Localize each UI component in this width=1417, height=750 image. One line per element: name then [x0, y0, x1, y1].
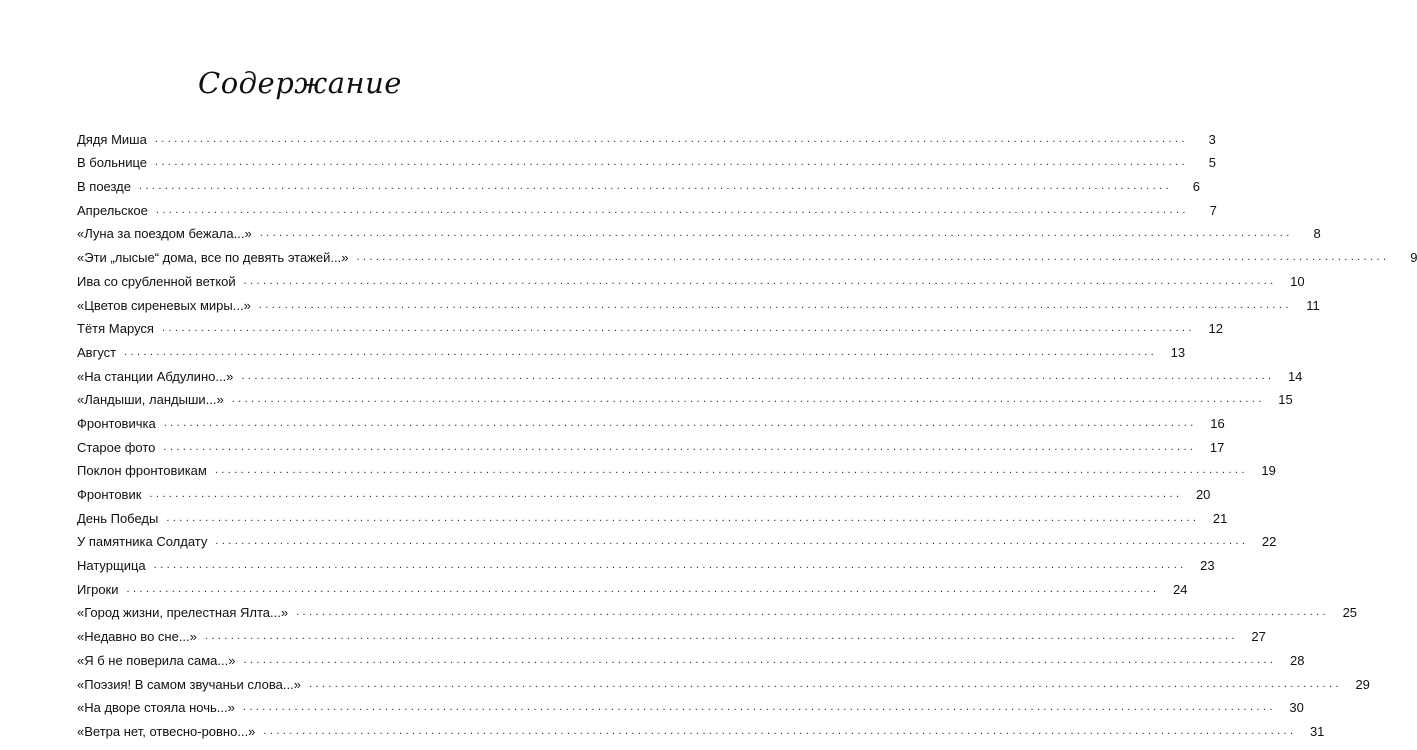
toc-entry: [77, 123, 1216, 147]
toc-entry: [77, 384, 1293, 408]
dot-leader: ................................................................................................................................................................: [153, 559, 1187, 572]
toc-entry: [77, 620, 1266, 645]
dot-leader: ................................................................................................................................................................: [231, 393, 1265, 406]
toc-entry: [77, 455, 1276, 479]
toc-entry: [77, 289, 1320, 313]
toc-entry: [77, 715, 1325, 739]
toc-entry: [77, 313, 1223, 337]
toc-entry-title: Дядя Миша: [77, 132, 155, 147]
dot-leader: ................................................................................................................................................................: [356, 251, 1390, 264]
dot-leader: ................................................................................................................................................................: [263, 724, 1297, 737]
dot-leader: ................................................................................................................................................................: [215, 535, 1249, 548]
toc-entry: [77, 502, 1228, 526]
toc-entry: [77, 407, 1225, 431]
toc-entry-title: Август: [77, 345, 124, 360]
toc-entry-title: День Победы: [77, 511, 166, 526]
toc-entry-page-number: 3: [1208, 131, 1216, 147]
toc-entry-page-number: 5: [1208, 155, 1216, 171]
toc-entry-title: Тётя Маруся: [77, 321, 162, 336]
toc-entry-title: Апрельское: [77, 203, 156, 218]
toc-entry-title: «Недавно во сне...»: [77, 629, 205, 644]
toc-entry-page-number: 17: [1209, 439, 1225, 455]
toc-entry-page-number: 7: [1209, 202, 1217, 218]
toc-entry: [77, 431, 1225, 455]
toc-entry-title: Ива со срубленной веткой: [77, 274, 244, 289]
toc-entry-title: «Луна за поездом бежала...»: [77, 226, 260, 241]
dot-leader: ................................................................................................................................................................: [241, 369, 1275, 382]
toc-entry: [77, 597, 1358, 621]
toc-entry-page-number: 28: [1289, 652, 1305, 668]
toc-entry-title: «Ландыши, ландыши...»: [77, 392, 232, 407]
toc-entry-title: У памятника Солдату: [77, 534, 215, 549]
toc-entry-page-number: 12: [1208, 321, 1223, 337]
dot-leader: ................................................................................................................................................................: [296, 606, 1330, 619]
toc-entry: [77, 478, 1211, 502]
toc-entry-title: Старое фото: [77, 440, 163, 455]
toc-entry-page-number: 13: [1170, 344, 1186, 360]
toc-entry-title: «Ветра нет, отвесно-ровно...»: [77, 724, 263, 739]
toc-entry: [77, 218, 1321, 242]
toc-entry-page-number: 25: [1342, 605, 1358, 621]
dot-leader: ................................................................................................................................................................: [149, 488, 1183, 500]
toc-entry-page-number: 22: [1261, 534, 1277, 550]
toc-entry-page-number: 6: [1192, 179, 1200, 195]
dot-leader: ................................................................................................................................................................: [308, 677, 1342, 690]
dot-leader: ................................................................................................................................................................: [242, 701, 1276, 714]
toc-entry: [77, 147, 1216, 171]
toc-entry: [77, 360, 1303, 384]
toc-entry-page-number: 30: [1289, 700, 1304, 716]
toc-entry: [77, 668, 1370, 692]
toc-entry-title: «Поэзия! В самом звучаньи слова...»: [77, 677, 309, 692]
toc-entry-title: В больнице: [77, 155, 155, 170]
dot-leader: ................................................................................................................................................................: [126, 582, 1160, 595]
dot-leader: ................................................................................................................................................................: [243, 653, 1277, 666]
dot-leader: ................................................................................................................................................................: [155, 156, 1188, 169]
toc-entry-page-number: 8: [1313, 226, 1321, 242]
toc-entry-page-number: 19: [1261, 463, 1276, 479]
toc-entry: [77, 265, 1305, 289]
toc-entry-title: «Цветов сиреневых миры...»: [77, 298, 259, 313]
dot-leader: ................................................................................................................................................................: [163, 440, 1197, 453]
toc-entry: [77, 336, 1186, 360]
toc-entry-title: «Я б не поверила сама...»: [77, 653, 243, 668]
toc-entry-page-number: 31: [1309, 723, 1325, 739]
toc-entry-page-number: 21: [1212, 510, 1228, 526]
toc-entry-title: Фронтовик: [77, 487, 149, 502]
toc-entry: [77, 170, 1200, 195]
toc-entry-title: «Город жизни, прелестная Ялта...»: [77, 605, 296, 620]
dot-leader: ................................................................................................................................................................: [124, 345, 1158, 358]
toc-entry-page-number: 24: [1173, 581, 1188, 597]
toc-entry-page-number: 16: [1210, 415, 1225, 431]
toc-entry-title: Натурщица: [77, 558, 154, 573]
dot-leader: ................................................................................................................................................................: [259, 227, 1293, 240]
toc-entry-title: «На станции Абдулино...»: [77, 369, 241, 384]
toc-entry-page-number: 20: [1195, 487, 1211, 502]
toc-entry: [77, 549, 1215, 574]
toc-entry-title: Игроки: [77, 582, 127, 597]
dot-leader: ................................................................................................................................................................: [214, 464, 1248, 477]
toc-entry: [77, 194, 1217, 218]
page-title: Содержание: [198, 66, 402, 100]
dot-leader: ................................................................................................................................................................: [166, 511, 1200, 524]
dot-leader: ................................................................................................................................................................: [204, 630, 1238, 643]
toc-entry-page-number: 9: [1410, 250, 1417, 266]
dot-leader: ................................................................................................................................................................: [155, 203, 1189, 216]
dot-leader: ................................................................................................................................................................: [154, 132, 1188, 145]
toc-entry-page-number: 11: [1306, 297, 1320, 313]
toc-entry-page-number: 23: [1200, 558, 1215, 574]
toc-entry-title: Поклон фронтовикам: [77, 463, 215, 478]
toc-entry-page-number: 27: [1251, 629, 1266, 645]
toc-entry-title: «На дворе стояла ночь...»: [77, 700, 243, 715]
dot-leader: ................................................................................................................................................................: [243, 274, 1277, 287]
dot-leader: ................................................................................................................................................................: [258, 298, 1292, 311]
toc-entry-page-number: 10: [1290, 273, 1305, 289]
toc-entry-title: «Эти „лысые“ дома, все по девять этажей...»: [77, 250, 356, 265]
toc-entry-title: В поезде: [77, 179, 139, 194]
dot-leader: ................................................................................................................................................................: [161, 322, 1195, 335]
toc-entry: [77, 573, 1188, 597]
toc-entry-title: Фронтовичка: [77, 416, 164, 431]
toc-entry: [77, 644, 1305, 668]
toc-entry: [77, 241, 1417, 266]
toc-entry: [77, 526, 1277, 550]
toc-entry-page-number: 29: [1355, 676, 1370, 692]
toc-entry-page-number: 15: [1278, 392, 1293, 408]
dot-leader: ................................................................................................................................................................: [139, 180, 1172, 193]
toc-entry-page-number: 14: [1287, 368, 1303, 384]
toc-entry: [77, 692, 1304, 716]
dot-leader: ................................................................................................................................................................: [163, 416, 1197, 429]
table-of-contents: [77, 123, 1417, 739]
